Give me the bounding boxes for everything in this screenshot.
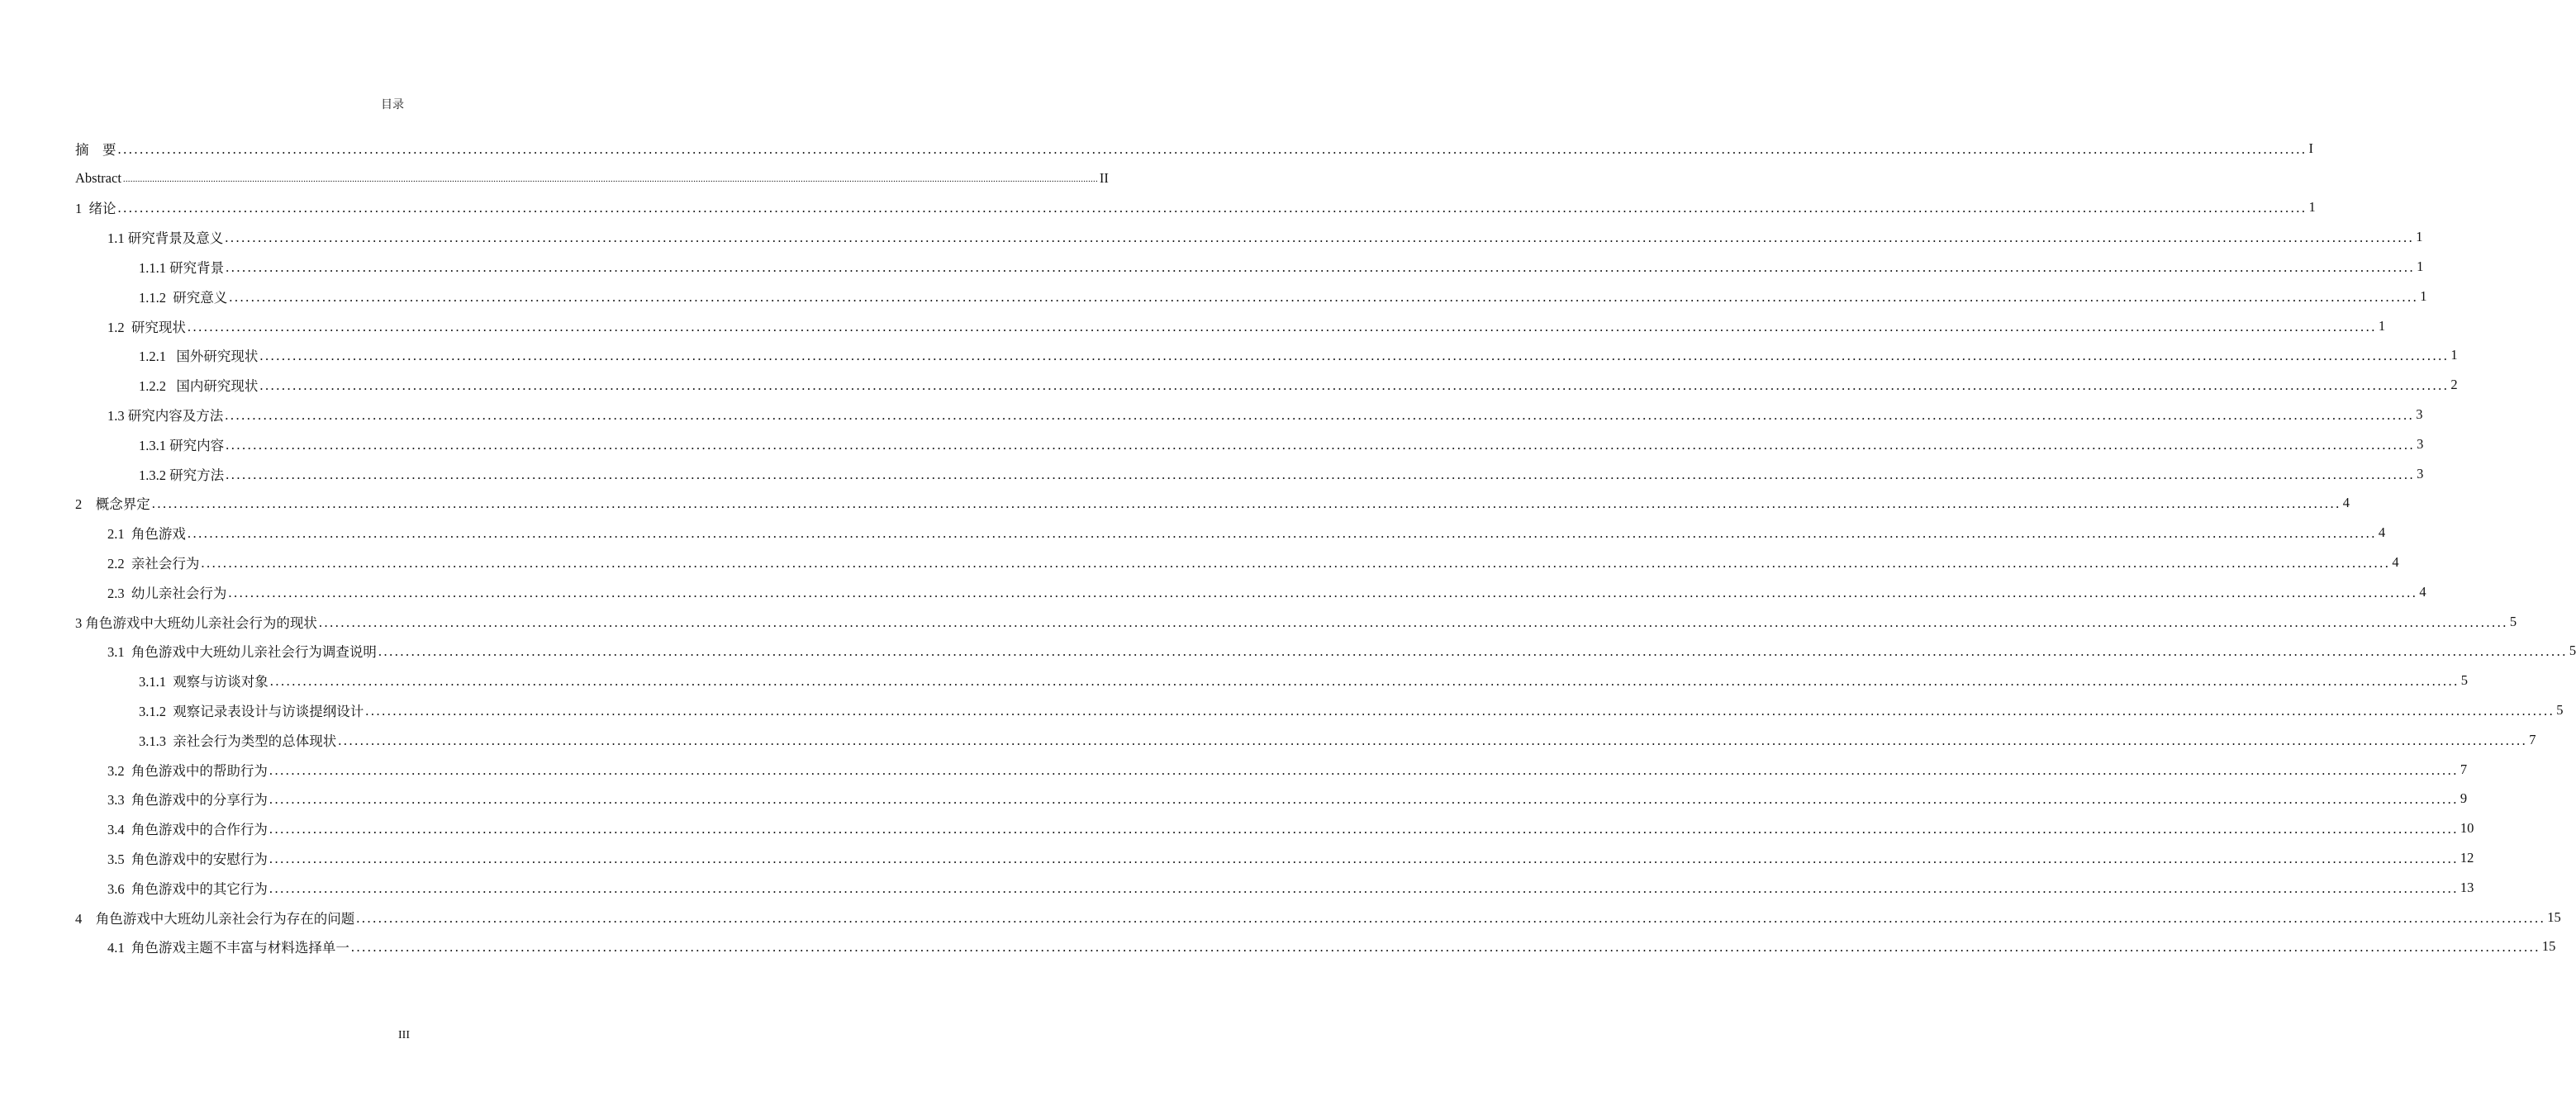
toc-entry-label: 1.2.1 国外研究现状	[139, 349, 259, 365]
toc-entry-page: 4	[2419, 583, 2426, 600]
toc-dot-leader: ................................................................................................................................................................................................................................................................................................................................................................................................................	[228, 584, 2418, 600]
toc-entry-label: 3.6 角色游戏中的其它行为	[107, 880, 268, 897]
toc-dot-leader: ................................................................................................................................................................................................................................................................................................................................................................................................................	[338, 732, 2528, 748]
toc-dot-leader: ................................................................................................................................................................................................................................................................................................................................................................................................................	[122, 173, 1098, 184]
toc-entry-page: 4	[2378, 524, 2386, 541]
page-number: III	[398, 1029, 410, 1041]
toc-entry[interactable]	[75, 489, 2350, 519]
toc-entry-label: 1.3.2 研究方法	[139, 467, 225, 483]
toc-entry-label: 1.1 研究背景及意义	[107, 230, 224, 247]
toc-entry[interactable]	[75, 607, 2517, 637]
toc-entry-page: 12	[2460, 850, 2474, 866]
toc-dot-leader: ................................................................................................................................................................................................................................................................................................................................................................................................................	[117, 200, 2307, 216]
toc-dot-leader: ................................................................................................................................................................................................................................................................................................................................................................................................................	[225, 230, 2415, 246]
toc-entry[interactable]	[75, 843, 2474, 873]
toc-entry-label: 1.3.1 研究内容	[139, 437, 225, 453]
toc-entry[interactable]	[75, 873, 2474, 903]
toc-entry[interactable]	[75, 548, 2399, 577]
toc-entry-label: 3.5 角色游戏中的安慰行为	[107, 851, 268, 868]
toc-entry-page: 15	[2541, 938, 2556, 955]
toc-entry-page: 7	[2460, 761, 2468, 777]
toc-entry-label: 1.3 研究内容及方法	[107, 408, 224, 425]
toc-entry[interactable]	[75, 222, 2423, 252]
toc-entry-label: 3.1.2 观察记录表设计与访谈提纲设计	[139, 704, 364, 720]
toc-entry[interactable]	[75, 252, 2424, 282]
toc-entry-page: 5	[2460, 672, 2468, 689]
toc-entry-page: 1	[2416, 229, 2423, 245]
toc-entry-page: 1	[2420, 287, 2427, 304]
toc-dot-leader: ................................................................................................................................................................................................................................................................................................................................................................................................................	[269, 761, 2459, 778]
toc-entry-label: 2.1 角色游戏	[107, 526, 186, 543]
toc-entry-label: 3.1.3 亲社会行为类型的总体现状	[139, 733, 337, 749]
toc-entry[interactable]	[75, 429, 2424, 459]
toc-entry-label: 3.1 角色游戏中大班幼儿亲社会行为调查说明	[107, 644, 377, 661]
toc-dot-leader: ................................................................................................................................................................................................................................................................................................................................................................................................................	[269, 791, 2459, 808]
toc-entry-label: 3.2 角色游戏中的帮助行为	[107, 762, 268, 779]
toc-entry-label: 4.1 角色游戏主题不丰富与材料选择单一	[107, 940, 349, 956]
toc-entry[interactable]	[75, 282, 2427, 311]
toc-entry-label: Abstract	[75, 169, 121, 186]
toc-dot-leader: ................................................................................................................................................................................................................................................................................................................................................................................................................	[225, 407, 2415, 424]
toc-entry-page: 15	[2547, 908, 2561, 925]
toc-entry-label: 3.3 角色游戏中的分享行为	[107, 792, 268, 809]
toc-dot-leader: ................................................................................................................................................................................................................................................................................................................................................................................................................	[259, 348, 2450, 364]
table-of-contents	[75, 134, 2576, 961]
toc-entry-label: 1 绪论	[75, 201, 116, 217]
toc-entry-page: 5	[2509, 613, 2517, 629]
toc-entry[interactable]	[75, 903, 2561, 932]
toc-dot-leader: ................................................................................................................................................................................................................................................................................................................................................................................................................	[187, 525, 2377, 542]
toc-entry[interactable]	[75, 134, 2313, 164]
toc-entry-label: 2.3 幼儿亲社会行为	[107, 585, 227, 601]
toc-entry-label: 1.2.2 国内研究现状	[139, 378, 259, 395]
toc-entry-label: 1.1.1 研究背景	[139, 260, 225, 277]
toc-entry[interactable]	[75, 518, 2386, 548]
toc-entry-page: 1	[2417, 259, 2424, 275]
toc-dot-leader: ................................................................................................................................................................................................................................................................................................................................................................................................................	[229, 288, 2419, 305]
page-title: 目录	[381, 99, 404, 111]
toc-entry-label: 3 角色游戏中大班幼儿亲社会行为的现状	[75, 614, 317, 631]
toc-entry-page: I	[2308, 140, 2313, 156]
toc-entry[interactable]	[75, 341, 2458, 371]
toc-entry-page: II	[1099, 169, 1109, 186]
toc-dot-leader: ................................................................................................................................................................................................................................................................................................................................................................................................................	[226, 466, 2416, 482]
toc-entry-label: 2 概念界定	[75, 496, 150, 513]
toc-entry-page: 1	[2378, 317, 2386, 334]
toc-entry-label: 3.4 角色游戏中的合作行为	[107, 822, 268, 838]
toc-entry-label: 4 角色游戏中大班幼儿亲社会行为存在的问题	[75, 910, 355, 927]
toc-entry[interactable]	[75, 785, 2468, 814]
toc-dot-leader: ................................................................................................................................................................................................................................................................................................................................................................................................................	[151, 496, 2341, 512]
toc-entry-page: 9	[2460, 790, 2468, 807]
toc-entry[interactable]	[75, 311, 2386, 341]
toc-dot-leader: ................................................................................................................................................................................................................................................................................................................................................................................................................	[356, 909, 2546, 926]
toc-dot-leader: ................................................................................................................................................................................................................................................................................................................................................................................................................	[269, 851, 2459, 867]
toc-dot-leader: ................................................................................................................................................................................................................................................................................................................................................................................................................	[269, 673, 2460, 690]
toc-dot-leader: ................................................................................................................................................................................................................................................................................................................................................................................................................	[378, 643, 2568, 660]
toc-entry[interactable]	[75, 695, 2564, 725]
toc-entry[interactable]	[75, 577, 2426, 607]
toc-entry-page: 10	[2460, 820, 2474, 837]
toc-entry-page: 1	[2450, 347, 2458, 363]
toc-entry-label: 1.1.2 研究意义	[139, 289, 228, 306]
toc-entry[interactable]	[75, 814, 2474, 843]
toc-entry[interactable]	[75, 400, 2423, 429]
toc-entry-page: 4	[2392, 554, 2399, 571]
toc-dot-leader: ................................................................................................................................................................................................................................................................................................................................................................................................................	[259, 377, 2450, 394]
toc-entry-label: 2.2 亲社会行为	[107, 556, 200, 572]
toc-entry[interactable]	[75, 755, 2468, 785]
toc-dot-leader: ................................................................................................................................................................................................................................................................................................................................................................................................................	[226, 436, 2416, 453]
toc-dot-leader: ................................................................................................................................................................................................................................................................................................................................................................................................................	[318, 614, 2508, 630]
toc-dot-leader: ................................................................................................................................................................................................................................................................................................................................................................................................................	[187, 318, 2377, 334]
toc-entry-page: 1	[2308, 199, 2316, 216]
toc-entry-page: 3	[2417, 435, 2424, 452]
toc-dot-leader: ................................................................................................................................................................................................................................................................................................................................................................................................................	[269, 880, 2459, 896]
toc-entry[interactable]	[75, 932, 2556, 962]
toc-dot-leader: ................................................................................................................................................................................................................................................................................................................................................................................................................	[226, 259, 2416, 276]
toc-entry-page: 7	[2529, 731, 2536, 747]
toc-entry-page: 3	[2416, 406, 2423, 423]
toc-entry-label: 1.2 研究现状	[107, 319, 186, 335]
toc-dot-leader: ................................................................................................................................................................................................................................................................................................................................................................................................................	[201, 555, 2391, 572]
toc-entry[interactable]	[75, 164, 1109, 193]
toc-entry[interactable]	[75, 637, 2576, 666]
toc-entry-page: 13	[2460, 879, 2474, 895]
toc-entry-label: 3.1.1 观察与访谈对象	[139, 674, 269, 690]
toc-entry-page: 4	[2342, 495, 2350, 511]
toc-entry[interactable]	[75, 725, 2536, 755]
toc-entry[interactable]	[75, 193, 2316, 223]
toc-entry[interactable]	[75, 666, 2468, 695]
toc-entry-page: 3	[2417, 465, 2424, 481]
toc-dot-leader: ................................................................................................................................................................................................................................................................................................................................................................................................................	[117, 140, 2307, 157]
toc-entry[interactable]	[75, 370, 2458, 400]
toc-entry-page: 5	[2556, 702, 2564, 719]
toc-entry-label: 摘 要	[75, 141, 116, 158]
toc-dot-leader: ................................................................................................................................................................................................................................................................................................................................................................................................................	[350, 939, 2540, 956]
toc-dot-leader: ................................................................................................................................................................................................................................................................................................................................................................................................................	[365, 703, 2555, 719]
toc-entry-page: 5	[2569, 643, 2576, 659]
toc-dot-leader: ................................................................................................................................................................................................................................................................................................................................................................................................................	[269, 821, 2459, 837]
toc-entry-page: 2	[2450, 377, 2458, 393]
toc-entry[interactable]	[75, 459, 2424, 489]
